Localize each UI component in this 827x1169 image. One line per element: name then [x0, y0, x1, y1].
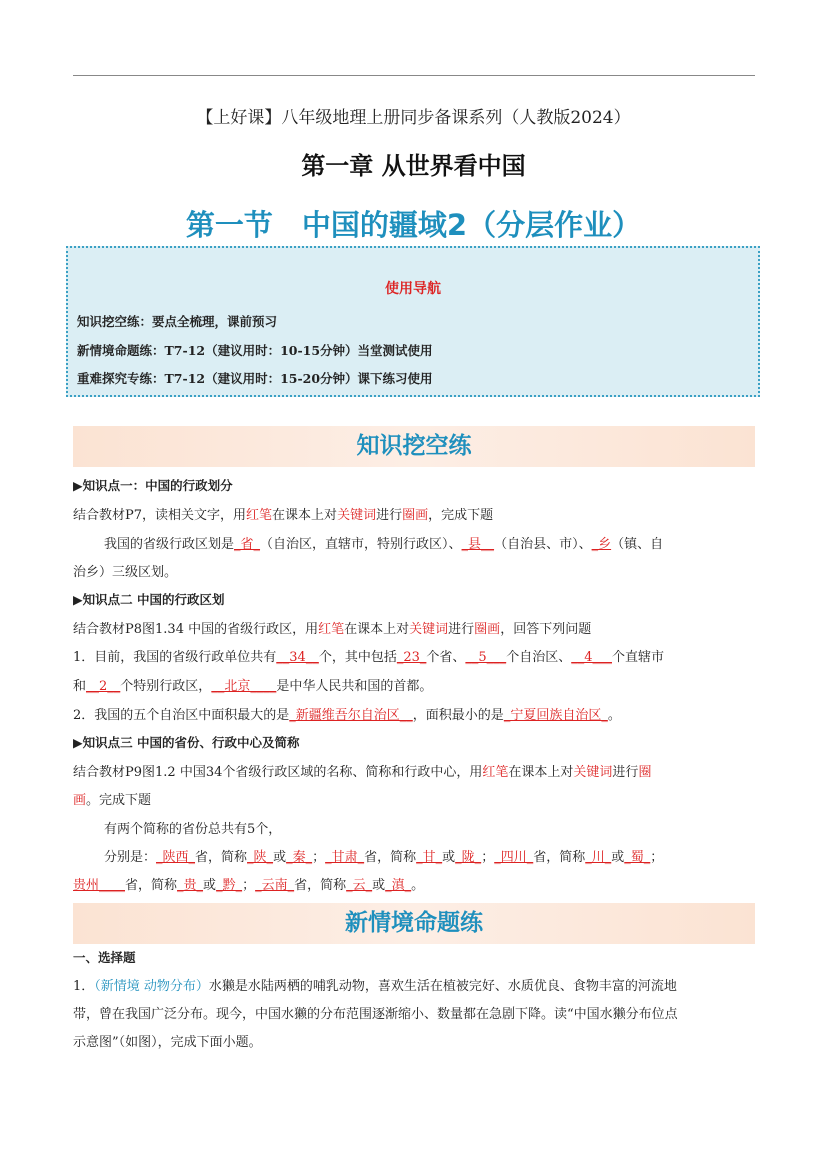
- kp1-paragraph-line: 我国的省级行政区划是_省_（自治区，直辖市，特别行政区）、_县__（自治县、市）、_乡（镇、自: [104, 537, 664, 552]
- kp1-paragraph-line: 治乡）三级区划。: [73, 565, 178, 580]
- guide-line: 新情境命题练：T7-12（建议用时：10-15分钟）当堂测试使用: [77, 343, 433, 358]
- kp3-instruction: 结合教材P9图1.2 中国34个省级行政区域的名称、简称和行政中心，用红笔在课本上对关键词进行圈: [73, 765, 652, 780]
- answer-blank: __34__: [276, 650, 319, 665]
- kp3-paragraph-2: 分别是：_陕西_省，简称_陕_或_秦_；_甘肃_省，简称_甘_或_陇_；_四川_省，简称_川_或_蜀_；: [104, 850, 664, 865]
- question-tag: （新情境 动物分布）: [94, 979, 209, 994]
- kp3-heading: ▶知识点三 中国的省份、行政中心及简称: [73, 735, 300, 750]
- answer-blank: __北京____: [211, 679, 277, 694]
- kp3-paragraph-1: 有两个简称的省份总共有5个，: [104, 822, 282, 837]
- answer-blank: __2__: [86, 679, 121, 694]
- guide-title: 使用导航: [385, 281, 441, 297]
- banner-knowledge: 知识挖空练: [73, 426, 755, 467]
- section-title: 第一节 中国的疆域2（分层作业）: [185, 208, 642, 242]
- kp2-question-2: 2．我国的五个自治区中面积最大的是_新疆维吾尔自治区__，面积最小的是_宁夏回族自治区_。: [73, 708, 621, 723]
- guide-line: 重难探究专练：T7-12（建议用时：15-20分钟）课下练习使用: [77, 371, 433, 386]
- kp2-heading: ▶知识点二 中国的行政区划: [73, 592, 225, 607]
- kp2-instruction: 结合教材P8图1.34 中国的省级行政区，用红笔在课本上对关键词进行圈画，回答下列问题: [73, 622, 592, 637]
- answer-blank: _新疆维吾尔自治区__: [289, 708, 413, 723]
- guide-line: 知识挖空练：要点全梳理，课前预习: [77, 314, 278, 329]
- answer-blank: _省_: [234, 537, 261, 552]
- question-1-line: 带，曾在我国广泛分布。现今，中国水獭的分布范围逐渐缩小、数量都在急剧下降。读“中国水獭分布位点: [73, 1007, 678, 1022]
- answer-blank: _乡: [591, 537, 612, 552]
- answer-blank: __5___: [465, 650, 507, 665]
- kp2-question-1-cont: 和__2__个特别行政区，__北京____是中华人民共和国的首都。: [73, 679, 433, 694]
- chapter-title: 第一章 从世界看中国: [301, 151, 526, 180]
- kp1-heading: ▶知识点一：中国的行政划分: [73, 478, 233, 493]
- banner-new-context: 新情境命题练: [73, 903, 755, 944]
- kp3-instruction-cont: 画。完成下题: [73, 793, 152, 808]
- answer-blank: _县__: [461, 537, 495, 552]
- series-title: 【上好课】八年级地理上册同步备课系列（人教版2024）: [196, 108, 631, 128]
- answer-blank: _23_: [396, 650, 427, 665]
- answer-blank: _宁夏回族自治区_: [503, 708, 608, 723]
- answer-blank: __4___: [571, 650, 612, 665]
- kp3-paragraph-3: 贵州____省，简称_贵_或_黔_；_云南_省，简称_云_或_滇_。: [73, 878, 425, 893]
- question-1-line: 1．（新情境 动物分布）水獭是水陆两栖的哺乳动物，喜欢生活在植被完好、水质优良、食物丰富的河流地: [73, 979, 677, 994]
- usage-guide-box: [66, 246, 760, 397]
- top-rule: [73, 75, 755, 76]
- kp1-instruction: 结合教材P7，读相关文字，用红笔在课本上对关键词进行圈画，完成下题: [73, 508, 494, 523]
- question-1-line: 示意图”（如图），完成下面小题。: [73, 1035, 262, 1050]
- section-heading-choice: 一、选择题: [73, 950, 136, 965]
- kp2-question-1: 1．目前，我国的省级行政单位共有__34__个，其中包括_23_个省、__5___个自治区、__4___个直辖市: [73, 650, 664, 665]
